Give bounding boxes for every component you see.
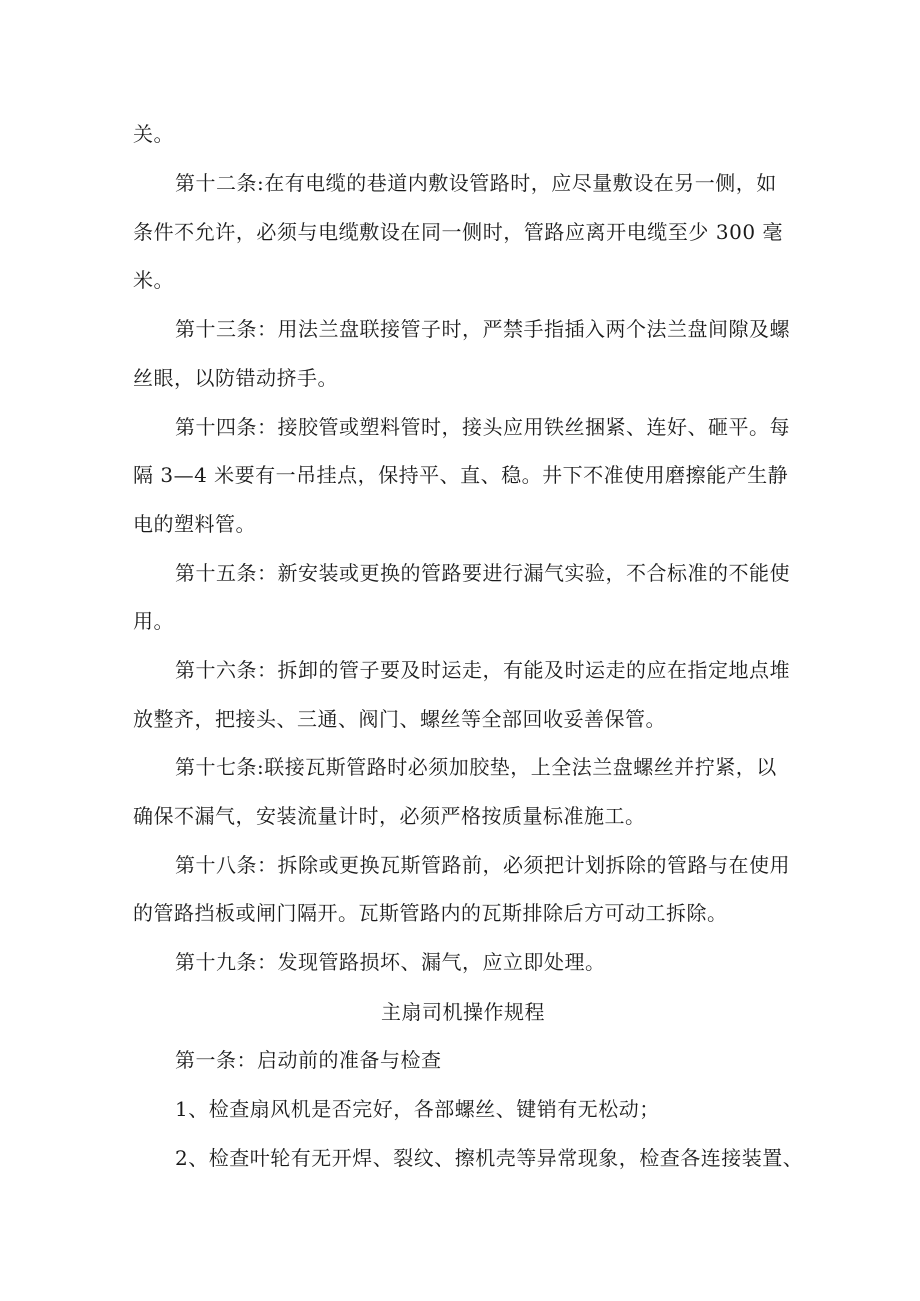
article-14-line-3: 电的塑料管。: [133, 512, 256, 536]
article-14-line-2: 隔 3—4 米要有一吊挂点，保持平、直、稳。井下不准使用磨擦能产生静: [133, 463, 789, 487]
article-12-line-3: 米。: [133, 268, 174, 292]
list-item-1: 1、检查扇风机是否完好，各部螺丝、键销有无松动；: [175, 1097, 660, 1121]
list-item-2: 2、检查叶轮有无开焊、裂纹、擦机壳等异常现象，检查各连接装置、: [175, 1146, 804, 1170]
article-18-line-1: 第十八条：拆除或更换瓦斯管路前，必须把计划拆除的管路与在使用: [175, 853, 790, 877]
article-16-line-2: 放整齐，把接头、三通、阀门、螺丝等全部回收妥善保管。: [133, 707, 666, 731]
article-12-line-2: 条件不允许，必须与电缆敷设在同一侧时，管路应离开电缆至少 300 毫: [133, 220, 783, 244]
article-13-line-1: 第十三条：用法兰盘联接管子时，严禁手指插入两个法兰盘间隙及螺: [175, 317, 790, 341]
article-15-line-1: 第十五条：新安装或更换的管路要进行漏气实验，不合标准的不能使: [175, 561, 790, 585]
article-16-line-1: 第十六条：拆卸的管子要及时运走，有能及时运走的应在指定地点堆: [175, 658, 790, 682]
article-12-line-1: 第十二条:在有电缆的巷道内敷设管路时，应尽量敷设在另一侧，如: [175, 171, 777, 195]
section-heading: 主扇司机操作规程: [381, 1000, 545, 1024]
paragraph-line: 关。: [133, 122, 174, 146]
article-17-line-1: 第十七条:联接瓦斯管路时必须加胶垫，上全法兰盘螺丝并拧紧，以: [175, 755, 777, 779]
article-18-line-2: 的管路挡板或闸门隔开。瓦斯管路内的瓦斯排除后方可动工拆除。: [133, 901, 728, 925]
article-15-line-2: 用。: [133, 609, 174, 633]
article-19-line-1: 第十九条：发现管路损坏、漏气，应立即处理。: [175, 950, 606, 974]
article-14-line-1: 第十四条：接胶管或塑料管时，接头应用铁丝捆紧、连好、砸平。每: [175, 415, 790, 439]
article-13-line-2: 丝眼，以防错动挤手。: [133, 366, 338, 390]
article-1-heading: 第一条：启动前的准备与检查: [175, 1048, 442, 1072]
article-17-line-2: 确保不漏气，安装流量计时，必须严格按质量标准施工。: [133, 804, 646, 828]
